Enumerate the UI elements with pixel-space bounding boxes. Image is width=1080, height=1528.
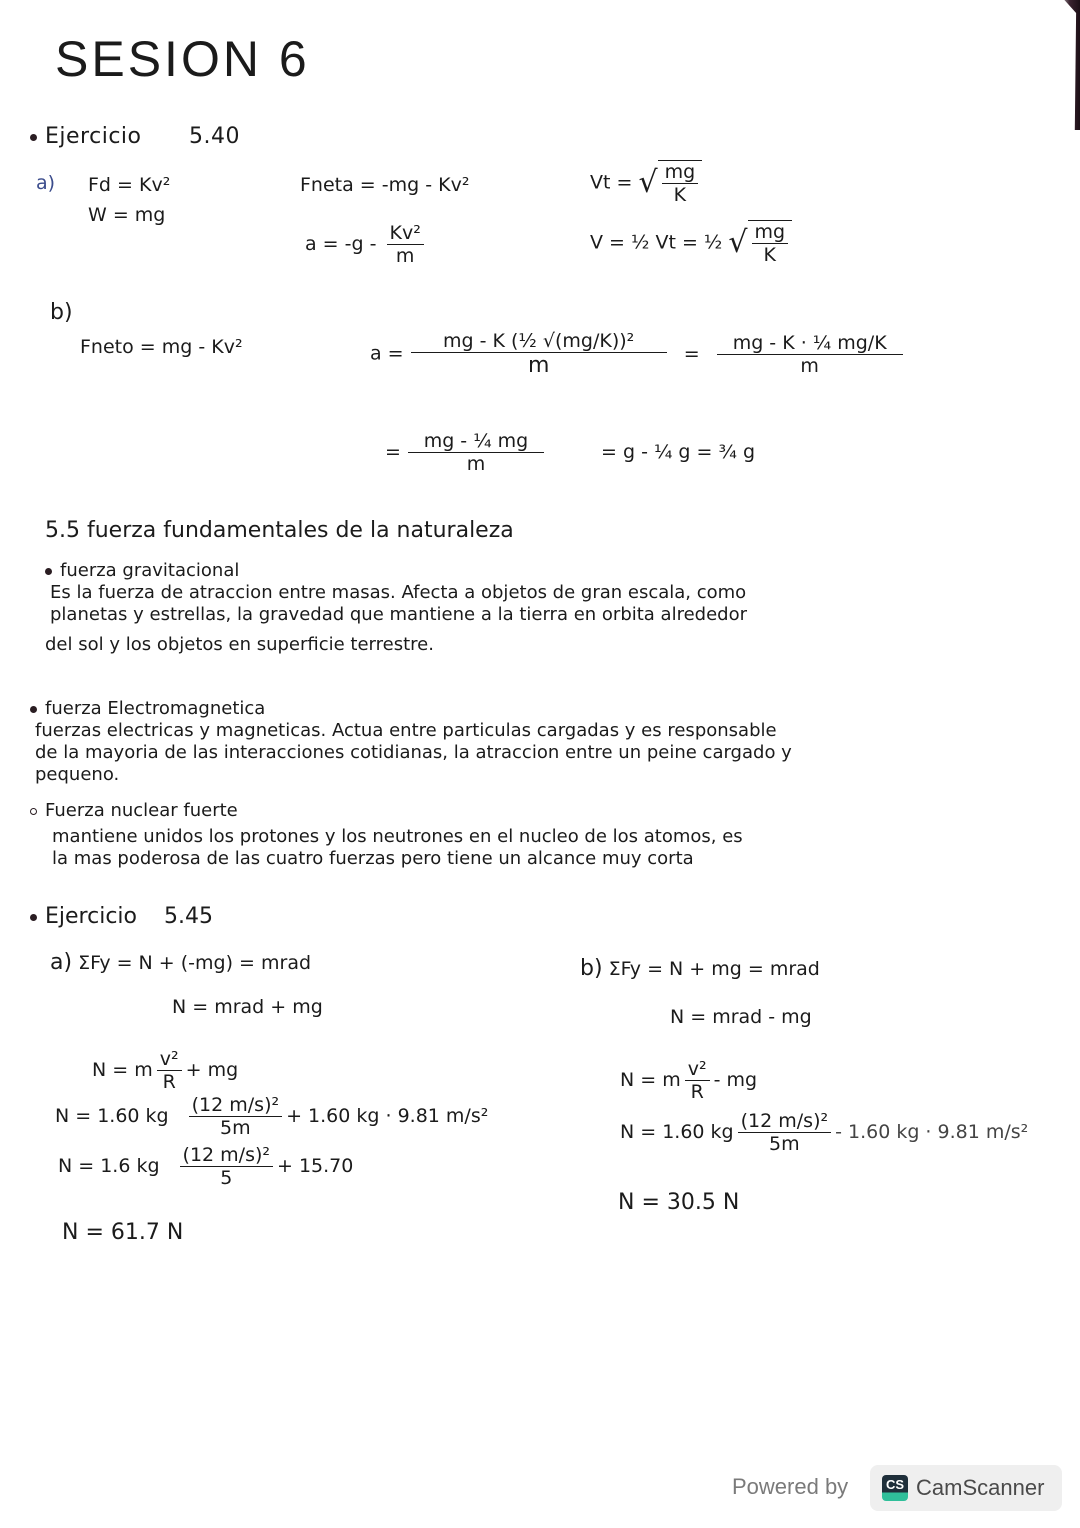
sqrt-icon: √ $\frac{mg}{K}$ — [728, 220, 792, 266]
ex545-b-line4 — [620, 1110, 1028, 1155]
topic-line: pequeno. — [35, 764, 120, 785]
ex545-a-line3 — [92, 1048, 238, 1093]
sqrt-icon: √ $\frac{mg}{K}$ — [638, 160, 702, 206]
ex545-b-line2: N = mrad - mg — [670, 1006, 812, 1028]
topic-title: fuerza Electromagnetica — [45, 698, 266, 719]
ex545-a-line2: N = mrad + mg — [172, 996, 323, 1018]
denominator: 5 — [220, 1167, 233, 1189]
acceleration-b-eq — [370, 330, 904, 378]
eq-rhs: + 1.60 kg · 9.81 m/s² — [286, 1105, 489, 1127]
topic-strong-nuclear — [30, 800, 743, 870]
exercise-label: Ejercicio — [45, 124, 142, 149]
fraction — [720, 332, 900, 377]
ex545-b-result: N = 30.5 N — [618, 1190, 740, 1215]
topic-line: mantiene unidos los protones y los neutrones en el nucleo de los atomos, es — [52, 826, 743, 847]
ex545-b-line3 — [620, 1058, 757, 1103]
ex545-a-result: N = 61.7 N — [62, 1220, 184, 1245]
camscanner-logo-icon: CS — [882, 1475, 908, 1501]
section-heading: 5.5 fuerza fundamentales de la naturaleza — [45, 518, 514, 543]
topic-title: fuerza gravitacional — [60, 560, 240, 581]
eq-lhs: Vt = — [590, 171, 633, 194]
topic-line: fuerzas electricas y magneticas. Actua entre particulas cargadas y es responsable — [35, 720, 777, 741]
exercise-number: 5.45 — [164, 904, 213, 929]
exercise-number: 5.40 — [189, 124, 240, 149]
eq-rhs: + 15.70 — [277, 1155, 354, 1177]
fraction — [414, 330, 664, 378]
topic-line: planetas y estrellas, la gravedad que mantiene a la tierra en orbita alrededor — [50, 604, 747, 625]
page-corner-shadow — [1054, 0, 1080, 130]
denominator: m — [800, 354, 819, 377]
eq-lhs: N = 1.60 kg — [55, 1105, 169, 1127]
eq-lhs: N = m — [92, 1059, 153, 1081]
numerator: mg — [662, 161, 699, 184]
fraction — [157, 1048, 182, 1093]
eq-lhs: N = 1.6 kg — [58, 1155, 160, 1177]
eq-rhs: - mg — [713, 1069, 758, 1091]
sum-forces-eq: ΣFy = N + mg = mrad — [608, 958, 820, 980]
acceleration-eq — [305, 222, 428, 267]
equals-sign: = — [683, 342, 700, 365]
numerator: (12 m/s)² — [189, 1094, 282, 1117]
denominator: m — [527, 353, 550, 378]
acceleration-b-simplified — [385, 430, 755, 475]
part-b-label: b) — [50, 300, 73, 325]
numerator: mg - ¼ mg — [408, 430, 544, 453]
topic-line: de la mayoria de las interacciones cotidianas, la atraccion entre un peine cargado y — [35, 742, 792, 763]
fraction — [685, 1058, 710, 1103]
denominator: K — [673, 184, 687, 206]
numerator: (12 m/s)² — [180, 1144, 273, 1167]
denominator: K — [763, 244, 777, 266]
denominator: R — [162, 1071, 176, 1093]
half-velocity-eq — [590, 220, 792, 266]
terminal-velocity-eq — [590, 160, 702, 206]
net-force-eq: Fneta = -mg - Kv² — [300, 174, 470, 196]
exercise-label: Ejercicio — [45, 904, 137, 929]
topic-line: del sol y los objetos en superficie terrestre. — [45, 634, 434, 655]
camscanner-brand: CamScanner — [916, 1475, 1045, 1500]
drag-force-eq: Fd = Kv² — [88, 174, 171, 196]
topic-gravitational — [45, 560, 747, 656]
camscanner-badge — [870, 1465, 1062, 1511]
part-a-label: a) — [50, 950, 73, 975]
denominator: 5m — [220, 1117, 251, 1139]
eq-rhs: + mg — [185, 1059, 239, 1081]
eq-lhs: V = ½ Vt = ½ — [590, 231, 723, 254]
equals-sign: = — [385, 441, 401, 463]
eq-rhs: - 1.60 kg · 9.81 m/s² — [835, 1121, 1029, 1143]
part-b-label: b) — [580, 956, 603, 981]
ex545-a-line4 — [55, 1094, 488, 1139]
fraction — [387, 222, 424, 267]
numerator: mg - K · ¼ mg/K — [717, 332, 903, 355]
ex545-b-line1 — [580, 956, 820, 981]
eq-lhs: N = 1.60 kg — [620, 1121, 734, 1143]
numerator: mg - K (½ √(mg/K))² — [411, 330, 667, 353]
ex545-a-line5 — [58, 1144, 353, 1189]
numerator: v² — [685, 1058, 710, 1081]
numerator: mg — [752, 221, 789, 244]
bullet-icon — [30, 914, 37, 921]
net-force-b-eq: Fneto = mg - Kv² — [80, 336, 243, 358]
fraction — [180, 1144, 273, 1189]
denominator: R — [690, 1081, 704, 1103]
bullet-icon — [30, 808, 37, 815]
numerator: Kv² — [387, 222, 424, 245]
fraction — [738, 1110, 831, 1155]
page-title: SESION 6 — [55, 31, 310, 87]
sum-forces-eq: ΣFy = N + (-mg) = mrad — [78, 952, 312, 974]
bullet-icon — [30, 134, 37, 141]
fraction — [411, 430, 541, 475]
exercise-540-heading — [30, 124, 240, 149]
topic-title: Fuerza nuclear fuerte — [45, 800, 238, 821]
result: = g - ¼ g = ¾ g — [601, 441, 756, 463]
denominator: m — [466, 453, 486, 475]
topic-line: Es la fuerza de atraccion entre masas. Afecta a objetos de gran escala, como — [50, 582, 747, 603]
eq-lhs: N = m — [620, 1069, 681, 1091]
fraction — [189, 1094, 282, 1139]
powered-by-text: Powered by — [732, 1474, 849, 1499]
eq-lhs: a = -g - — [305, 233, 377, 255]
part-a-label: a) — [36, 172, 56, 194]
eq-lhs: a = — [370, 342, 404, 365]
ex545-a-line1 — [50, 950, 311, 975]
numerator: (12 m/s)² — [738, 1110, 831, 1133]
exercise-545-heading — [30, 904, 213, 929]
topic-electromagnetic — [30, 698, 792, 786]
weight-eq: W = mg — [88, 204, 166, 226]
denominator: 5m — [769, 1133, 800, 1155]
bullet-icon — [45, 568, 52, 575]
denominator: m — [395, 245, 415, 267]
numerator: v² — [157, 1048, 182, 1071]
topic-line: la mas poderosa de las cuatro fuerzas pero tiene un alcance muy corta — [52, 848, 694, 869]
bullet-icon — [30, 706, 37, 713]
